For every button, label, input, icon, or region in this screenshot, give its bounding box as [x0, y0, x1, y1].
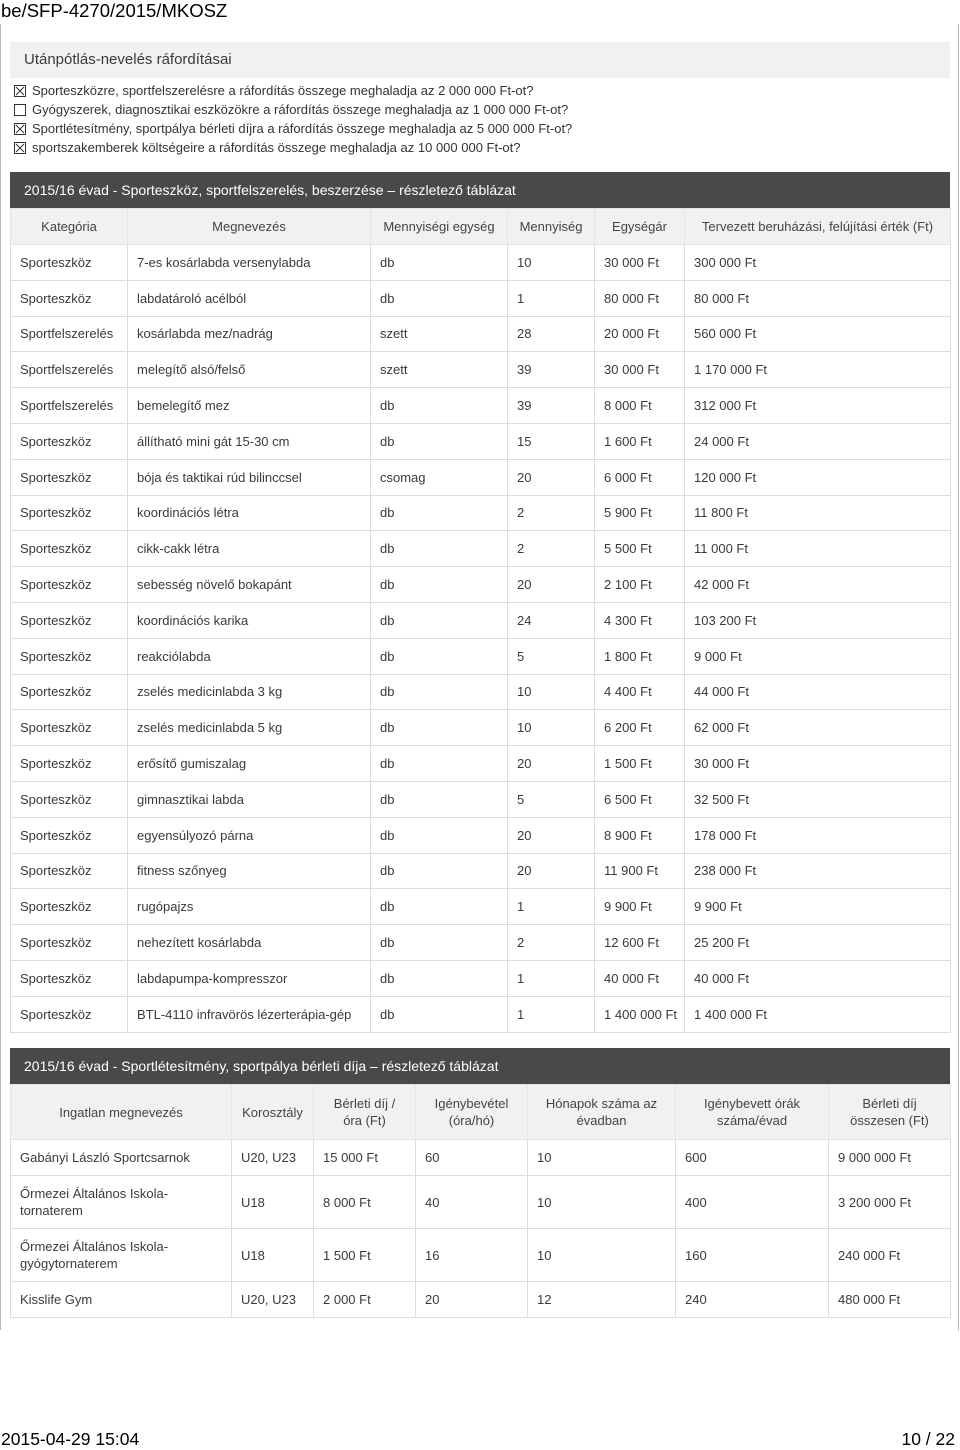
hourly-rent-cell: 15 000 Ft [314, 1140, 416, 1176]
column-header-unit [371, 209, 508, 245]
quantity-cell: 5 [508, 781, 595, 817]
unit-price-cell: 6 200 Ft [595, 710, 685, 746]
item-name-cell: 7-es kosárlabda versenylabda [128, 245, 371, 281]
quantity-cell: 1 [508, 280, 595, 316]
column-header-label: Mennyiségi egység [383, 219, 495, 234]
quantity-cell: 24 [508, 602, 595, 638]
planned-value-cell: 120 000 Ft [685, 459, 951, 495]
item-name-cell: gimnasztikai labda [128, 781, 371, 817]
item-name-cell: koordinációs karika [128, 602, 371, 638]
document-reference: be/SFP-4270/2015/MKOSZ [1, 0, 228, 21]
unit-price-cell: 8 000 Ft [595, 388, 685, 424]
age-group-cell: U18 [232, 1176, 314, 1229]
planned-value-cell: 9 900 Ft [685, 889, 951, 925]
unit-cell: db [371, 423, 508, 459]
category-cell: Sporteszköz [11, 674, 128, 710]
planned-value-cell: 9 000 Ft [685, 638, 951, 674]
table-row [11, 567, 951, 603]
item-name-cell: bemelegítő mez [128, 388, 371, 424]
rental-table-block [10, 1048, 950, 1318]
rental-table-body [11, 1140, 951, 1318]
category-cell: Sporteszköz [11, 817, 128, 853]
checklist-item-label: Sporteszközre, sportfelszerelésre a ráfordítás összege meghaladja az 2 000 000 Ft-ot? [32, 83, 534, 98]
unit-price-cell: 12 600 Ft [595, 925, 685, 961]
rent-total-cell: 9 000 000 Ft [829, 1140, 951, 1176]
planned-value-cell: 300 000 Ft [685, 245, 951, 281]
unit-cell: db [371, 280, 508, 316]
unit-cell: szett [371, 316, 508, 352]
quantity-cell: 39 [508, 388, 595, 424]
column-header-property-name [11, 1085, 232, 1140]
rental-table [10, 1084, 951, 1318]
hours-per-season-cell: 600 [676, 1140, 829, 1176]
column-header-label: Mennyiség [519, 219, 583, 234]
planned-value-cell: 11 000 Ft [685, 531, 951, 567]
quantity-cell: 10 [508, 710, 595, 746]
unit-cell: db [371, 960, 508, 996]
unit-cell: db [371, 853, 508, 889]
table-row [11, 674, 951, 710]
column-header-label: Kategória [41, 219, 97, 234]
hours-per-season-cell: 400 [676, 1176, 829, 1229]
quantity-cell: 20 [508, 567, 595, 603]
category-cell: Sporteszköz [11, 423, 128, 459]
months-cell: 10 [528, 1229, 676, 1282]
column-header-item-name [128, 209, 371, 245]
unit-price-cell: 11 900 Ft [595, 853, 685, 889]
unit-price-cell: 2 100 Ft [595, 567, 685, 603]
planned-value-cell: 42 000 Ft [685, 567, 951, 603]
unit-cell: db [371, 996, 508, 1032]
unit-cell: db [371, 388, 508, 424]
column-header-age-group [232, 1085, 314, 1140]
rental-table-head [11, 1085, 951, 1140]
table-row [11, 423, 951, 459]
table-row [11, 996, 951, 1032]
column-header-label: Korosztály [242, 1104, 303, 1120]
category-cell: Sportfelszerelés [11, 352, 128, 388]
planned-value-cell: 1 400 000 Ft [685, 996, 951, 1032]
equipment-table-body [11, 245, 951, 1033]
table-row [11, 1282, 951, 1318]
category-cell: Sporteszköz [11, 602, 128, 638]
table-row [11, 746, 951, 782]
item-name-cell: BTL-4110 infravörös lézerterápia-gép [128, 996, 371, 1032]
column-header-category [11, 209, 128, 245]
category-cell: Sportfelszerelés [11, 388, 128, 424]
equipment-table-header-row [11, 209, 951, 245]
checkbox-unchecked-icon [14, 104, 26, 116]
column-header-unit-price [595, 209, 685, 245]
item-name-cell: zselés medicinlabda 3 kg [128, 674, 371, 710]
category-cell: Sportfelszerelés [11, 316, 128, 352]
checklist-item [14, 138, 944, 157]
item-name-cell: sebesség növelő bokapánt [128, 567, 371, 603]
column-header-label: Igénybevett órák száma/évad [703, 1096, 801, 1128]
item-name-cell: kosárlabda mez/nadrág [128, 316, 371, 352]
hourly-rent-cell: 8 000 Ft [314, 1176, 416, 1229]
checklist-item [14, 81, 944, 100]
table-row [11, 960, 951, 996]
months-cell: 10 [528, 1176, 676, 1229]
checklist-item-label: sportszakemberek költségeire a ráfordítás összege meghaladja az 10 000 000 Ft-ot? [32, 140, 521, 155]
category-cell: Sporteszköz [11, 853, 128, 889]
column-header-months [528, 1085, 676, 1140]
category-cell: Sporteszköz [11, 889, 128, 925]
item-name-cell: labdatároló acélból [128, 280, 371, 316]
column-header-rent-total [829, 1085, 951, 1140]
unit-cell: db [371, 245, 508, 281]
quantity-cell: 5 [508, 638, 595, 674]
item-name-cell: erősítő gumiszalag [128, 746, 371, 782]
column-header-hours-per-season [676, 1085, 829, 1140]
months-cell: 10 [528, 1140, 676, 1176]
planned-value-cell: 62 000 Ft [685, 710, 951, 746]
item-name-cell: nehezített kosárlabda [128, 925, 371, 961]
hourly-rent-cell: 1 500 Ft [314, 1229, 416, 1282]
quantity-cell: 1 [508, 996, 595, 1032]
unit-cell: db [371, 889, 508, 925]
unit-price-cell: 6 500 Ft [595, 781, 685, 817]
quantity-cell: 20 [508, 746, 595, 782]
quantity-cell: 15 [508, 423, 595, 459]
checklist-item [14, 100, 944, 119]
property-name-cell: Őrmezei Általános Iskola-gyógytornaterem [11, 1229, 232, 1282]
table-row [11, 495, 951, 531]
monthly-usage-cell: 20 [416, 1282, 528, 1318]
table-row [11, 1140, 951, 1176]
table-row [11, 352, 951, 388]
unit-price-cell: 6 000 Ft [595, 459, 685, 495]
column-header-label: Tervezett beruházási, felújítási érték (Ft) [701, 219, 934, 234]
table-row [11, 710, 951, 746]
quantity-cell: 2 [508, 495, 595, 531]
rent-total-cell: 240 000 Ft [829, 1229, 951, 1282]
quantity-cell: 28 [508, 316, 595, 352]
hours-per-season-cell: 240 [676, 1282, 829, 1318]
checkbox-checked-icon [14, 85, 26, 97]
unit-cell: db [371, 746, 508, 782]
age-group-cell: U20, U23 [232, 1282, 314, 1318]
unit-price-cell: 30 000 Ft [595, 352, 685, 388]
planned-value-cell: 178 000 Ft [685, 817, 951, 853]
table-row [11, 817, 951, 853]
age-group-cell: U18 [232, 1229, 314, 1282]
table-row [11, 925, 951, 961]
unit-price-cell: 80 000 Ft [595, 280, 685, 316]
column-header-label: Ingatlan megnevezés [59, 1104, 183, 1120]
unit-price-cell: 4 300 Ft [595, 602, 685, 638]
footer-timestamp: 2015-04-29 15:04 [1, 1429, 140, 1449]
quantity-cell: 1 [508, 889, 595, 925]
category-cell: Sporteszköz [11, 495, 128, 531]
property-name-cell: Őrmezei Általános Iskola-tornaterem [11, 1176, 232, 1229]
item-name-cell: reakciólabda [128, 638, 371, 674]
unit-price-cell: 1 600 Ft [595, 423, 685, 459]
monthly-usage-cell: 60 [416, 1140, 528, 1176]
property-name-cell: Kisslife Gym [11, 1282, 232, 1318]
unit-price-cell: 1 500 Ft [595, 746, 685, 782]
unit-price-cell: 8 900 Ft [595, 817, 685, 853]
category-cell: Sporteszköz [11, 245, 128, 281]
hourly-rent-cell: 2 000 Ft [314, 1282, 416, 1318]
planned-value-cell: 103 200 Ft [685, 602, 951, 638]
column-header-planned-value [685, 209, 951, 245]
section-title: Utánpótlás-nevelés ráfordításai [24, 51, 232, 68]
quantity-cell: 39 [508, 352, 595, 388]
unit-cell: db [371, 781, 508, 817]
planned-value-cell: 238 000 Ft [685, 853, 951, 889]
unit-price-cell: 4 400 Ft [595, 674, 685, 710]
equipment-table-block [10, 172, 950, 1033]
checklist [14, 81, 944, 157]
unit-cell: db [371, 710, 508, 746]
item-name-cell: fitness szőnyeg [128, 853, 371, 889]
checklist-item-label: Sportlétesítmény, sportpálya bérleti díjra a ráfordítás összege meghaladja az 5 000 000 Ft-ot? [32, 121, 573, 136]
planned-value-cell: 11 800 Ft [685, 495, 951, 531]
column-header-label: Bérleti díj összesen (Ft) [850, 1096, 929, 1128]
unit-cell: db [371, 817, 508, 853]
column-header-label: Igénybevétel (óra/hó) [434, 1096, 509, 1128]
item-name-cell: cikk-cakk létra [128, 531, 371, 567]
unit-cell: db [371, 495, 508, 531]
table-row [11, 531, 951, 567]
unit-price-cell: 5 900 Ft [595, 495, 685, 531]
item-name-cell: koordinációs létra [128, 495, 371, 531]
planned-value-cell: 25 200 Ft [685, 925, 951, 961]
column-header-label: Egységár [612, 219, 667, 234]
table-row [11, 459, 951, 495]
monthly-usage-cell: 40 [416, 1176, 528, 1229]
footer-page-number: 10 / 22 [901, 1429, 955, 1449]
quantity-cell: 2 [508, 531, 595, 567]
column-header-quantity [508, 209, 595, 245]
category-cell: Sporteszköz [11, 781, 128, 817]
checklist-item-label: Gyógyszerek, diagnosztikai eszközökre a ráfordítás összege meghaladja az 1 000 000 Ft-ot? [32, 102, 569, 117]
category-cell: Sporteszköz [11, 746, 128, 782]
planned-value-cell: 24 000 Ft [685, 423, 951, 459]
unit-cell: db [371, 567, 508, 603]
table-row [11, 853, 951, 889]
hours-per-season-cell: 160 [676, 1229, 829, 1282]
equipment-table-title: 2015/16 évad - Sporteszköz, sportfelszerelés, beszerzése – részletező táblázat [10, 172, 950, 208]
unit-cell: db [371, 531, 508, 567]
quantity-cell: 2 [508, 925, 595, 961]
table-row [11, 316, 951, 352]
checkbox-checked-icon [14, 142, 26, 154]
item-name-cell: állítható mini gát 15-30 cm [128, 423, 371, 459]
category-cell: Sporteszköz [11, 280, 128, 316]
planned-value-cell: 40 000 Ft [685, 960, 951, 996]
checklist-item [14, 119, 944, 138]
unit-cell: db [371, 925, 508, 961]
column-header-monthly-usage [416, 1085, 528, 1140]
planned-value-cell: 32 500 Ft [685, 781, 951, 817]
category-cell: Sporteszköz [11, 960, 128, 996]
unit-cell: szett [371, 352, 508, 388]
quantity-cell: 10 [508, 674, 595, 710]
section-title-box [10, 42, 950, 78]
category-cell: Sporteszköz [11, 710, 128, 746]
months-cell: 12 [528, 1282, 676, 1318]
column-header-label: Megnevezés [212, 219, 286, 234]
item-name-cell: labdapumpa-kompresszor [128, 960, 371, 996]
unit-price-cell: 1 800 Ft [595, 638, 685, 674]
planned-value-cell: 560 000 Ft [685, 316, 951, 352]
table-row [11, 1229, 951, 1282]
table-row [11, 1176, 951, 1229]
equipment-table [10, 208, 951, 1033]
unit-price-cell: 1 400 000 Ft [595, 996, 685, 1032]
item-name-cell: rugópajzs [128, 889, 371, 925]
planned-value-cell: 44 000 Ft [685, 674, 951, 710]
property-name-cell: Gabányi László Sportcsarnok [11, 1140, 232, 1176]
category-cell: Sporteszköz [11, 567, 128, 603]
age-group-cell: U20, U23 [232, 1140, 314, 1176]
table-row [11, 245, 951, 281]
quantity-cell: 20 [508, 853, 595, 889]
unit-price-cell: 5 500 Ft [595, 531, 685, 567]
unit-cell: csomag [371, 459, 508, 495]
item-name-cell: melegítő alsó/felső [128, 352, 371, 388]
category-cell: Sporteszköz [11, 996, 128, 1032]
category-cell: Sporteszköz [11, 925, 128, 961]
planned-value-cell: 1 170 000 Ft [685, 352, 951, 388]
quantity-cell: 20 [508, 817, 595, 853]
item-name-cell: egyensúlyozó párna [128, 817, 371, 853]
category-cell: Sporteszköz [11, 638, 128, 674]
planned-value-cell: 30 000 Ft [685, 746, 951, 782]
column-header-label: Hónapok száma az évadban [545, 1096, 658, 1128]
unit-price-cell: 20 000 Ft [595, 316, 685, 352]
column-header-label: Bérleti díj / óra (Ft) [333, 1096, 396, 1128]
unit-price-cell: 30 000 Ft [595, 245, 685, 281]
table-row [11, 638, 951, 674]
rent-total-cell: 3 200 000 Ft [829, 1176, 951, 1229]
rental-table-title: 2015/16 évad - Sportlétesítmény, sportpálya bérleti díja – részletező táblázat [10, 1048, 950, 1084]
table-row [11, 889, 951, 925]
checkbox-checked-icon [14, 123, 26, 135]
category-cell: Sporteszköz [11, 459, 128, 495]
planned-value-cell: 312 000 Ft [685, 388, 951, 424]
rent-total-cell: 480 000 Ft [829, 1282, 951, 1318]
column-header-hourly-rent [314, 1085, 416, 1140]
item-name-cell: zselés medicinlabda 5 kg [128, 710, 371, 746]
rental-table-header-row [11, 1085, 951, 1140]
table-row [11, 781, 951, 817]
table-row [11, 280, 951, 316]
unit-cell: db [371, 638, 508, 674]
item-name-cell: bója és taktikai rúd bilinccsel [128, 459, 371, 495]
unit-cell: db [371, 602, 508, 638]
monthly-usage-cell: 16 [416, 1229, 528, 1282]
quantity-cell: 10 [508, 245, 595, 281]
equipment-table-head [11, 209, 951, 245]
table-row [11, 388, 951, 424]
planned-value-cell: 80 000 Ft [685, 280, 951, 316]
unit-price-cell: 9 900 Ft [595, 889, 685, 925]
unit-price-cell: 40 000 Ft [595, 960, 685, 996]
quantity-cell: 1 [508, 960, 595, 996]
unit-cell: db [371, 674, 508, 710]
category-cell: Sporteszköz [11, 531, 128, 567]
quantity-cell: 20 [508, 459, 595, 495]
table-row [11, 602, 951, 638]
